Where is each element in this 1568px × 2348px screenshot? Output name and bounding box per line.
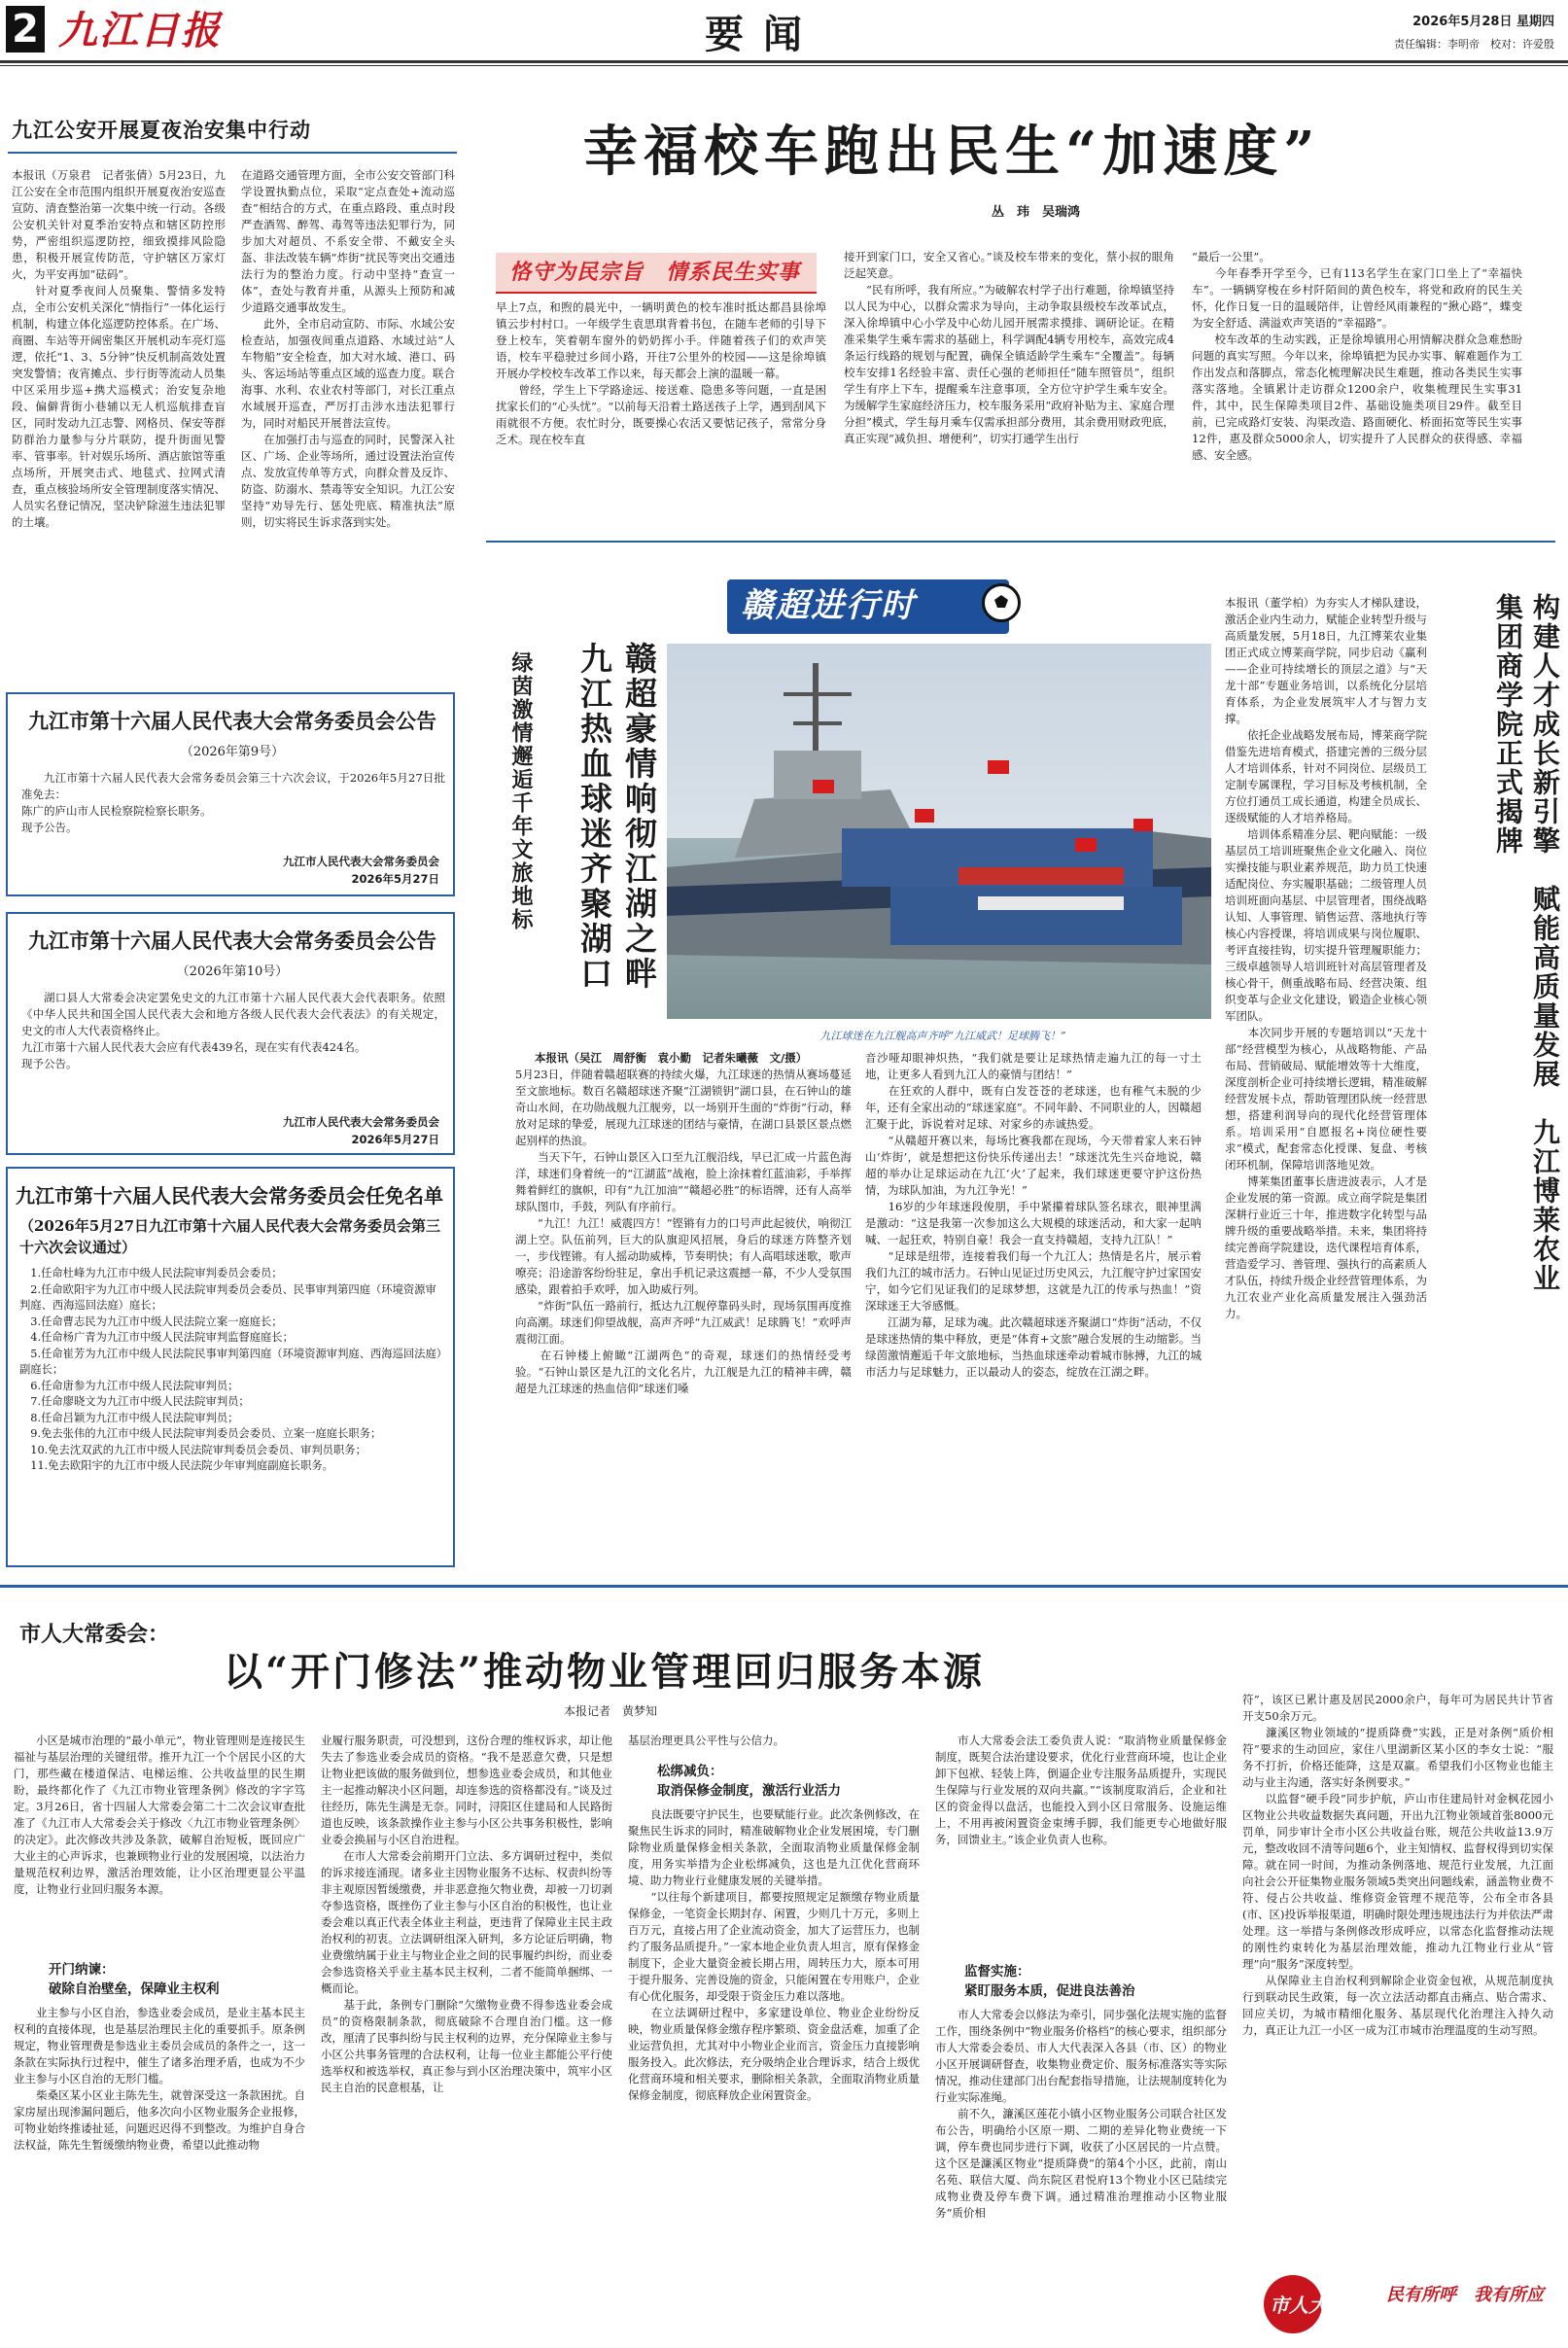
appointment-list-subtitle: （2026年5月27日九江市第十六届人民代表大会常务委员会第三十六次会议通过） [19,1217,441,1256]
feature-headline: 赣超豪情响彻江湖之畔 九江热血球迷齐聚湖口 [575,642,658,1027]
bottom-section-rule [0,1585,1568,1588]
academy-text: 本报讯（董学柏）为夯实人才梯队建设，激活企业内生动力，赋能企业转型升级与高质量发展，5月18日，九江博莱农业集团正式成立博莱商学院，同步启动《赢利——企业可持续增长的顶层之道》与“天龙十部”专题业务培训，以系统化分层培育体系，为企业发展筑牢人才与智力支撑。 依托企业战略发展布局，博莱商学院借鉴先进培育模式，搭建完善的三级分层人才培训体系，针对不同岗位、层级员工定制专属课程，学习目标及考核机制，全方位打通员工成长通道，构建全员成长、逐级赋能的人才培养格局。 培训体系精准分层、靶向赋能：一级基层员工培训班聚焦企业文化融入、岗位实操技能与职业素养规范，助力员工快速适配岗位、夯实履职基础；二级管理人员培训班面向基层、中层管理者，围绕战略认知、人事管理、销售运营、落地执行等核心内容授课，将培训成果与岗位履职、考评直接挂钩，切实提升管理履职能力；三级卓越领导人培训班针对高层管理者及核心骨干，侧重战略布局、经营决策、组织变革与企业文化建设，锻造企业核心领军团队。 本次同步开展的专题培训以“天龙十部”经营模型为核心，从战略物能、产品布局、营销破局、赋能增效等十大维度，深度剖析企业可持续增长逻辑，精准破解经营发展卡点，帮助管理团队统一经营思想，搭建利润导向的现代化经营管理体系。培训采用“自愿报名+岗位硬性要求”模式，配套常态化授课、复盘、考核闭环机制，保障培训落地见效。 博莱集团董事长唐进波表示，人才是企业发展的第一资源。成立商学院是集团深耕行业近三十年，推进数字化转型与品牌升级的重要战略举措。未来，集团将持续完善商学院建设，迭代课程培育体系，营造爱学习、善管理、强执行的高素质人才队伍，持续升级企业经营管理体系，为九江农业产业化高质量发展注入强劲活力。 [1225,596,1427,1320]
notice-10-signer: 九江市人民代表大会常务委员会 [283,1115,439,1129]
lead-article [476,78,1560,535]
feature-col1: 5月23日，伴随着赣超联赛的持续火爆，九江球迷的热情从赛场蔓延至文旅地标。数百名赣超球迷齐聚“江湖锁钥”湖口县，在石钟山的雄奇山水间，在功勋战舰九江舰旁，以一场别开生面的“炸街”行动，释放对足球的挚爱，展现九江球迷的团结与豪情，在湖口县景区景点燃起别样的热浪。 当天下午，石钟山景区入口至九江舰沿线，早已汇成一片蓝色海洋，球迷们身着统一的“江湖蓝”战袍，脸上涂抹着红蓝油彩，手举挥舞着鲜红的旗帜，印有“九江加油”“赣超必胜”的标语牌，还有人高举球队图巾，手鼓，列队有序前行。 “九江！九江！威震四方！”铿锵有力的口号声此起彼伏，响彻江湖上空。队伍前列，巨大的队旗迎风招展，身后的球迷方阵整齐划一，步伐铿锵。有人摇动助威棒，节奏明快；有人高唱球迷歌，歌声嘹亮；沿途游客纷纷驻足，拿出手机记录这震撼一幕，不少人受氛围感染，跟着拍手欢呼，加入助威行列。 “炸街”队伍一路前行，抵达九江舰停靠码头时，现场氛围再度推向高潮。球迷们仰望战舰，高声齐呼“九江威武！足球腾飞！”欢呼声震彻江面。 在石钟楼上俯瞰“江湖两色”的奇观，球迷们的热情经受考验。“石钟山景区是九江的文化名片，九江舰是九江的精神丰碑，赣超是九江球迷的热血信仰”球迷们嗓 [515,1068,852,1395]
academy-article [1213,583,1563,1556]
date-line: 2026年5月28日 星期四 [1412,15,1554,29]
masthead [0,0,1568,89]
warship-photo [667,644,1211,1019]
property-kicker: 市人大常委会： [19,1622,170,1647]
column-badge-left: 市人大 [1270,2294,1328,2317]
football-icon [982,583,1021,622]
feature-tag-pinyin: GANCHAO JINXINGSHI [785,625,899,635]
notice-9-body: 九江市第十六届人民代表大会常务委员会第三十六次会议，于2026年5月27日批准免去： 陈广的庐山市人民检察院检察长职务。 现予公告。 [21,771,445,834]
appointment-item: 7.任命廖晓文为九江市中级人民法院审判员； [30,1395,250,1408]
appointment-item: 3.任命曹志民为九江市中级人民法院立案一庭庭长； [30,1314,283,1328]
lead-col3: “最后一公里”。 今年春季开学至今，已有113名学生在家门口坐上了“幸福快车”。一辆辆穿梭在乡村阡陌间的黄色校车，将党和政府的民生关怀，化作日复一日的温暖陪伴，让曾经风雨兼程的“揪心路”，蝶变为安全舒适、满溢欢声笑语的“幸福路”。 校车改革的生动实践，正是徐埠镇用心用情解决群众急难愁盼问题的真实写照。今年以来，徐埠镇把为民办实事、解难题作为工作出发点和落脚点，常态化梳理解决民生难题，推动各类民生实事落实落地。全镇累计走访群众1200余户，收集梳理民生实事31件，其中，民生保障类项目2件、基础设施类项目29件。截至目前，已完成路灯安装、沟渠改造、路面硬化、桥面拓宽等民生实事12件，惠及群众5000余人，切实提升了人民群众的获得感、幸福感、安全感。 [1192,250,1522,462]
appointment-item: 8.任命吕颖为九江市中级人民法院审判员； [30,1411,239,1424]
police-article-col2: 在道路交通管理方面，全市公安交管部门科学设置执勤点位，采取“定点查处+流动巡查”相结合的方式，在重点路段、重点时段严查酒驾、醉驾、毒驾等违法犯罪行为，同步加大对超员、不系安全带、不戴安全头盔、非法改装车辆“炸街”扰民等突出交通违法行为的整治力度。行动中坚持“查宣一体”，查处与教育并重，从源头上预防和减少道路交通事故发生。 此外，全市启动宣防、市际、水域公安检查站，加强夜间重点道路、水域过站“人车物船”安全检查，加大对水域、港口、码头、客运场站等重点区域的巡查力度。联合海事、水利、农业农村等部门，对长江重点水域展开巡查，严厉打击涉水违法犯罪行为，同时对船民开展普法宣传。 在加强打击与巡查的同时，民警深入社区、广场、企业等场所，通过设置法治宣传点、发放宣传单等方式，向群众普及反诈、防盗、防溺水、禁毒等安全知识。九江公安坚持“劝导先行、惩处兜底、精准执法”原则，切实将民生诉求落到实处。 [241,168,455,529]
police-article [8,78,457,651]
property-col2: 业履行服务职责，可没想到，这份合理的维权诉求，却让他失去了参选业委会成员的资格。“我不是恶意欠费，只是想让物业把该做的服务做到位，想参选业委会成员，和其他业主一起推动解决小区问题，却连参选的资格都没有。”谈及过往经历，陈先生满是无奈。同时，浔阳区住建局和人民路街道也反映，该条款操作业主参与小区公共事务积极性，影响业委会换届与小区自治进程。 在市人大常委会前期开门立法、多方调研过程中，类似的诉求接连涌现。诸多业主因物业服务不达标、权责纠纷等非主观原因暂缓缴费，并非恶意拖欠物业费，却被一刀切剥夺参选资格，既挫伤了业主参与小区自治的积极性，也让业委会难以真正代表全体业主利益，更违背了保障业主民主政治权利的初衷。立法调研组深入研判，多方论证后明确，物业费缴纳属于业主与物业企业之间的民事履约纠纷，而业委会参选资格关乎业主基本民主权利，二者不能简单捆绑、一概而论。 基于此，条例专门删除“欠缴物业费不得参选业委会成员”的资格限制条款，彻底破除不合理自治门槛。这一修改，厘清了民事纠纷与民主权利的边界，充分保障业主参与小区公共事务管理的合法权利，让每一位业主都能公平行使选举权和被选举权，真正参与到小区治理决策中，筑牢小区民主自治的民意根基，让 [321,1734,612,2094]
masthead-rule-thin [0,65,1568,66]
notice-9 [6,692,455,896]
appointment-item: 5.任命崔芳为九江市中级人民法院民事审判第四庭（环境资源审判庭、西海巡回法庭）副庭长； [19,1347,442,1376]
football-pattern-icon [985,586,1018,619]
property-col5: 符”，该区已累计惠及居民2000余户，每年可为居民共计节省开支50余万元。 濂溪区物业领域的“提质降费”实践，正是对条例“质价相符”要求的生动回应，家住八里湖新区某小区的李女士说：“服务不打折，价格还能降，这是双赢。希望我们小区物业也能主动与业主沟通，落实好条例要求。” 以监督“硬手段”同步护航，庐山市住建局针对金枫花园小区物业公共收益数据失真问题，开出九江物业领域首张8000元罚单，同步审计全市小区公共收益台账，规范公共收益13.9万元，整改收回不清等问题6个，业主知情权、监督权得到切实保障。就在同一时间，为推动条例落地、规范行业发展，九江面向社会公开征集物业服务领域5类突出问题线索，涵盖物业费不符、侵占公共收益、维修资金管理不规范等，公布全市各县(市、区)投诉举报渠道，明确时限处理违规违法行为并依法严肃处理。这一举措与条例修改形成呼应，以常态化监督推动法规的刚性约束转化为基层治理效能，推动九江物业行业从“管理”向“服务”深度转型。 从保障业主自治权利到解除企业资金包袱，从规范制度执行到联动民生政策，每一次立法活动都直击痛点、贴合需求、回应关切，为城市精细化服务、基层现代化治理注入持久动力，真正让九江一小区一成为江市城市治理温度的生动写照。 [1242,1693,1553,2037]
police-article-col1: 本报讯（万泉君 记者张倩）5月23日，九江公安在全市范围内组织开展夏夜治安巡查宣防、清查整治第一次集中统一行动。各级公安机关针对夏季治安特点和辖区防控形势，严密组织巡逻防控，细致摸排风险隐患，积极开展宣传防范，守护辖区万家灯火，为平安再加“砝码”。 针对夏季夜间人员聚集、警情多发特点，全市公安机关深化“情指行”一体化运行机制，构建立体化巡逻防控体系。在广场、商圈、车站等开阔密集区开展机动车亮灯巡逻，依托“1、3、5分钟”快反机制高效处置突发警情；夜宵摊点、步行街等流动人员集中区采用步巡+携犬巡模式；治安复杂地段、偏僻背街小巷辅以无人机巡航排查盲区，同时发动九江志警、网格员、保安等群防群治力量参与分片联防，提升街面见警率、管事率。针对娱乐场所、酒店旅馆等重点场所，开展突击式、地毯式、拉网式清查，重点核验场所安全管理制度落实情况、人员实名登记情况，坚决铲除滋生违法犯罪的土壤。 [12,168,226,529]
property-sub1: 开门纳谏： 破除自治壁垒，保障业主权利 [49,1962,220,1997]
notice-10-number: （2026年第10号） [176,964,289,979]
appointment-list-title: 九江市第十六届人民代表大会常务委员会任免名单 [16,1184,443,1208]
notice-10 [6,912,455,1155]
lead-bottom-rule [486,541,1555,543]
lead-byline: 丛 玮 吴瑞鸿 [992,205,1081,220]
notice-10-date: 2026年5月27日 [351,1133,439,1146]
notice-9-signer: 九江市人民代表大会常务委员会 [283,855,439,868]
lead-col1: 早上7点，和煦的晨光中，一辆明黄色的校车准时抵达都昌县徐埠镇云步村村口。一年级学生袁思琪背着书包，在随车老师的引导下登上校车，笑着朝车窗外的奶奶挥小手。伴随着孩子们的欢声笑语，校车平稳驶过乡间小路，开往7公里外的校园——这是徐埠镇开展办学校校车改革工作以来，每天都会上演的温暖一幕。 曾经，学生上下学路途远、接送难、隐患多等问题，一直是困扰家长们的“心头忧”。“以前每天沿着土路送孩子上学，遇到刮风下雨就很不方便。农忙时分，既要操心农活又要惦记孩子，常常分身乏术。现在校车直 [496,300,826,446]
police-article-title: 九江公安开展夏夜治安集中行动 [12,118,311,142]
property-col4b: 市人大常委会以修法为牵引，同步强化法规实施的监督工作，围绕条例中“物业服务价格档”的核心要求，组织部分市人大常委会委员、市人大代表深入各县（市、区）的物业小区开展调研督查，收集物业费定价、服务标准落实等实际情况，推动住建部门出台配套指导措施，让法规制度转化为行业实际准绳。 前不久，濂溪区莲花小镇小区物业服务公司联合社区发布公告，明确给小区原一期、二期的差异化物业费统一下调，停车费也同步进行下调，收获了小区居民的一片点赞。这个区是濂溪区物业“提质降费”的第4个小区，此前，南山名苑、联信大厦、尚东院区君悦府13个物业小区已陆续完成物业费及停车费下调。通过精准治理推动小区物业服务“质价相 [935,2008,1227,2220]
feature-photo [667,644,1211,1019]
appointment-item: 1.任命杜峰为九江市中级人民法院审判委员会委员； [30,1267,283,1279]
appointment-item: 11.免去欧阳宇的九江市中级人民法院少年审判庭副庭长职务。 [30,1459,333,1472]
property-col1: 小区是城市治理的“最小单元”，物业管理则是连接民生福祉与基层治理的关键纽带。推开九江一个个居民小区的大门，那些藏在楼道保洁、电梯运维、公共收益里的民生期盼，最终都化作了《九江市物业管理条例》修改的字字笃定。3月26日，省十四届人大常委会第二十二次会议审查批准了《九江市人大常委会关于修改〈九江市物业管理条例〉的决定》。此次修改共涉及条款，破解自治短板，既回应广大业主的心声诉求，也兼顾物业行业的发展困境，以法治力量规范权利边界，激活治理效能，让小区治理更显公平温度，让物业行业回归服务本源。 [14,1734,305,1896]
editor-line: 责任编辑：李明帝 校对：许爱殷 [1394,38,1554,51]
academy-title: 构建人才成长新引擎 赋能高质量发展 九江博莱农业集团商学院正式揭牌 [1492,593,1561,1293]
lead-col2: 接开到家门口，安全又省心。”谈及校车带来的变化，蔡小叔的眼角泛起笑意。 “民有所呼，我有所应。”为破解农村学子出行难题，徐埠镇坚持以人民为中心，以群众需求为导向，主动争取县级校车改革试点，深入徐埠镇中心小学及中心幼儿园开展需求摸排、调研论证。在精准采集学生乘车需求的基础上，科学调配4辆专用校车，高效完成4条运行线路的规划与配置，确保全镇适龄学生乘车“全覆盖”。每辆校车安排1名经验丰富、责任心强的老师担任“随车照管员”，组织学生有序上下车，提醒乘车注意事项，全方位守护学生乘车安全。为缓解学生家庭经济压力，校车服务采用“政府补贴为主、家庭合理分担”模式，学生每月乘车仅需承担部分费用，其余费用财政兜底，真正实现“减负担、增便利”，切实打通学生出行 [844,250,1174,445]
feature-subhead: 绿茵激情邂逅千年文旅地标 [508,651,534,931]
column-badge-right: 民有所呼 我有所应 [1386,2285,1544,2305]
masthead-rule [0,60,1568,63]
property-byline: 本报记者 黄梦知 [564,1704,658,1718]
appointment-item: 9.免去张伟的九江市中级人民法院审判委员会委员、立案一庭庭长职务； [30,1427,382,1440]
feature-body [505,1050,1205,1517]
feature-tag-title: 赣超进行时 [741,586,916,625]
property-title: 以“开门修法”推动物业管理回归服务本源 [224,1649,986,1695]
notice-10-title: 九江市第十六届人民代表大会常务委员会公告 [28,929,436,953]
police-title-rule [8,152,457,154]
appointment-item: 2.任命欧阳宇为九江市中级人民法院审判委员会委员、民事审判第四庭（环境资源审判庭、西海巡回法庭）庭长； [19,1282,436,1312]
feature-headline-block [505,632,661,1027]
lead-banner [496,253,817,294]
notice-9-number: （2026年第9号） [180,745,285,759]
appointment-list [6,1167,455,1567]
feature-tag [727,579,1028,644]
appointment-item: 6.任命唐参为九江市中级人民法院审判员； [30,1379,239,1392]
feature-col2: 音沙哑却眼神炽热，“我们就是要让足球热情走遍九江的每一寸土地，让更多人看到九江人的豪情与团结！” 在狂欢的人群中，既有白发苍苍的老球迷，也有稚气未脱的少年，还有全家出动的“球迷家庭”。不同年龄、不同职业的人，因赣超汇聚于此，诉说着对足球、对家乡的赤诚热爱。 “从赣超开赛以来，每场比赛我都在现场，今天带着家人来石钟山‘炸街’，就是想把这份快乐传递出去！”球迷沈先生兴奋地说，赣超的举办让足球运动在九江‘火’了起来，我们球迷更要守护这份热情，为球队加油，为九江争光！” 16岁的少年球迷段俊朋，手中紧攥着球队签名球衣，眼神里满是激动：“这是我第一次参加这么大规模的球迷活动，和大家一起呐喊、一起狂欢，特别自豪！我会一直支持赣超，支持九江队！” “足球是纽带，连接着我们每一个九江人；热情是名片，展示着我们九江的城市活力。石钟山见证过历史风云，九江舰守护过家国安宁，如今它们见证我们的足球梦想，这就是九江的传承与热血！”资深球迷王大爷感慨。 江湖为幕，足球为魂。此次赣超球迷齐聚湖口“炸街”活动，不仅是球迷热情的集中释放，更是“体育+文旅”融合发展的生动缩影。当绿茵激情邂逅千年文旅地标，当热血球迷牵动着城市脉搏，九江的城市活力与足球魅力，正以最动人的姿态，绽放在江湖之畔。 [865,1051,1202,1379]
appointment-item: 4.任命杨广青为九江市中级人民法院审判监督庭庭长； [30,1331,294,1344]
property-sub2: 松绑减负： 取消保修金制度，激活行业活力 [657,1764,841,1799]
page-number: 2 [6,6,45,53]
feature-credit: 本报讯（吴江 周舒衡 袁小勤 记者朱曦薇 文/摄） [535,1051,808,1065]
appointment-item: 10.免去沈双武的九江市中级人民法院审判委员会委员、审判员职务； [30,1443,366,1456]
property-article [0,1591,1568,2348]
column-badge [1264,2271,1560,2337]
property-col3: 基层治理更具公平性与公信力。 [628,1734,784,1747]
notice-9-title: 九江市第十六届人民代表大会常务委员会公告 [28,709,436,733]
notice-9-date: 2026年5月27日 [351,872,439,886]
notice-10-body: 湖口县人大常委会决定罢免史文的九江市第十六届人民代表大会代表职务。依照《中华人民共和国全国人民代表大会和地方各级人民代表大会代表法》的有关规定，史文的市人大代表资格终止。 九江市第十六届人民代表大会应有代表439名，现在实有代表424名。 现予公告。 [21,991,445,1070]
lead-title: 幸福校车跑出民生“加速度” [583,120,1321,184]
section-name: 要闻 [705,12,821,57]
lead-banner-text: 恪守为民宗旨 情系民生实事 [509,260,801,285]
property-sub3: 监督实施： 紧盯服务本质，促进良法善治 [964,1964,1135,1999]
property-col4: 市人大常委会法工委负责人说：“取消物业质量保修金制度，既契合法治建设要求，优化行业营商环境，也让企业卸下包袱、轻装上阵，倒逼企业专注服务品质提升，实现民生保障与行业发展的双向共赢。”“该制度取消后，企业和社区的资金得以盘活，也能投入到小区日常服务、设施运维上，不用再被闲置资金束缚手脚，我们能更专心地做好服务，回馈业主。”该企业负责人也称。 [935,1734,1227,1846]
property-col3b: 良法既要守护民生，也要赋能行业。此次条例修改，在聚焦民生诉求的同时，精准破解物业企业发展困境，专门删除物业质量保修金相关条款，全面取消物业质量保修金制度，用务实举措为企业松绑减负，这也是九江优化营商环境、助力物业行业健康发展的关键举措。 “以往每个新建项目，都要按照规定足额缴存物业质量保修金，一笔资金长期封存、闲置，少则几十万元，多则上百万元，直接占用了企业流动资金，加大了运营压力，也制约了服务品质提升。”一家本地企业负责人坦言，原有保修金制度下，企业大量资金被长期占用，周转压力大，原本可用于提升服务、完善设施的资金，只能闲置在专用账户，企业有心优化服务，却受限于资金压力难以落地。 在立法调研过程中，多家建设单位、物业企业纷纷反映，物业质量保修金缴存程序繁琐、资金盘活难，加重了企业运营负担，尤其对中小物业企业而言，资金压力直接影响服务投入。此次修法，充分吸纳企业合理诉求，结合上级优化营商环境和相关要求，删除相关条款，全面取消物业质量保修金制度，彻底释放企业闲置资金。 [628,1807,920,2102]
appointment-items [19,1266,447,1475]
property-col1b: 业主参与小区自治，参选业委会成员，是业主基本民主权利的直接体现，也是基层治理民主化的重要抓手。原条例规定，物业管理费是参选业主委员会成员的条件之一，这一条款在实际执行过程中，催生了诸多治理矛盾，也成为不少业主参与小区自治的无形门槛。 柴桑区某小区业主陈先生，就曾深受这一条款困扰。自家房屋出现渗漏问题后，他多次向小区物业服务企业报修，可物业始终推诿扯延，问题迟迟得不到整改。为维护自身合法权益，陈先生暂缓缴纳物业费，希望以此推动物 [14,2006,305,2152]
photo-caption: 九江球迷在九江舰高声齐呼“九江威武！足球腾飞！” [819,1030,1066,1042]
paper-name: 九江日报 [58,8,222,53]
